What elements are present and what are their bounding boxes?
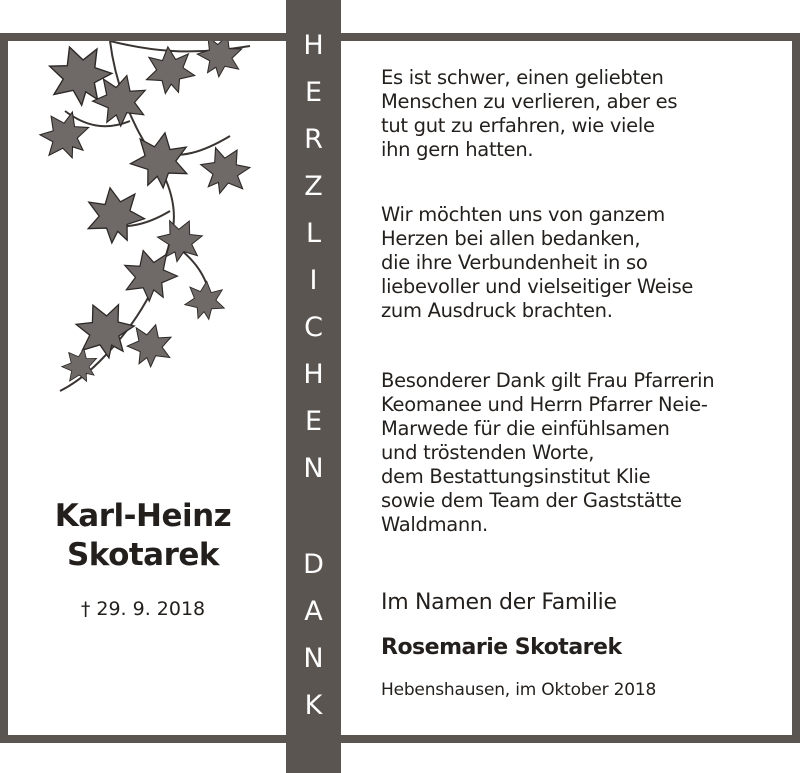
text-line: die ihre Verbundenheit in so (381, 251, 648, 274)
frame-left (0, 33, 8, 743)
ivy-leaves-icon (20, 41, 265, 396)
text-line: Marwede für die einfühlsamen (381, 417, 670, 440)
band-letter: E (304, 77, 323, 108)
band-letter: H (303, 359, 324, 390)
message-paragraph-1 (381, 66, 786, 162)
place-date: Hebenshausen, im Oktober 2018 (381, 680, 657, 700)
frame-bottom (0, 735, 800, 743)
band-letter: E (304, 406, 323, 437)
band-letter: I (309, 265, 318, 296)
family-line: Im Namen der Familie (381, 590, 617, 615)
text-line: liebevoller und vielseitiger Weise (381, 275, 694, 298)
band-letter: N (303, 453, 324, 484)
band-letter: D (303, 549, 324, 580)
text-line: zum Ausdruck brachten. (381, 299, 613, 322)
text-line: ihn gern hatten. (381, 138, 534, 161)
band-letter: H (303, 30, 324, 61)
message-paragraph-3 (381, 369, 786, 537)
band-letter: L (305, 218, 322, 249)
text-line: und tröstenden Worte, (381, 441, 595, 464)
deceased-last-name: Skotarek (66, 537, 220, 573)
text-line: Besonderer Dank gilt Frau Pfarrerin (381, 369, 715, 392)
text-line: Es ist schwer, einen geliebten (381, 66, 664, 89)
text-line: sowie dem Team der Gaststätte (381, 489, 682, 512)
band-letter: R (304, 124, 323, 155)
text-line: Keomanee und Herrn Pfarrer Neie- (381, 393, 708, 416)
text-line: dem Bestattungsinstitut Klie (381, 465, 651, 488)
band-letter: A (304, 596, 323, 627)
signer-name: Rosemarie Skotarek (381, 635, 622, 660)
deceased-name (8, 497, 278, 575)
death-date: † 29. 9. 2018 (80, 598, 206, 620)
frame-right (792, 33, 800, 743)
text-line: Waldmann. (381, 513, 488, 536)
vertical-band (286, 0, 341, 773)
text-line: Menschen zu verlieren, aber es (381, 90, 678, 113)
band-letter: N (303, 643, 324, 674)
message-paragraph-2 (381, 203, 786, 323)
band-letter: K (304, 690, 323, 721)
text-line: tut gut zu erfahren, wie viele (381, 114, 655, 137)
band-letter: Z (304, 171, 323, 202)
text-line: Herzen bei allen bedanken, (381, 227, 641, 250)
band-letter: C (304, 312, 323, 343)
text-line: Wir möchten uns von ganzem (381, 203, 665, 226)
deceased-first-name: Karl-Heinz (54, 498, 232, 534)
frame-top (0, 33, 800, 41)
